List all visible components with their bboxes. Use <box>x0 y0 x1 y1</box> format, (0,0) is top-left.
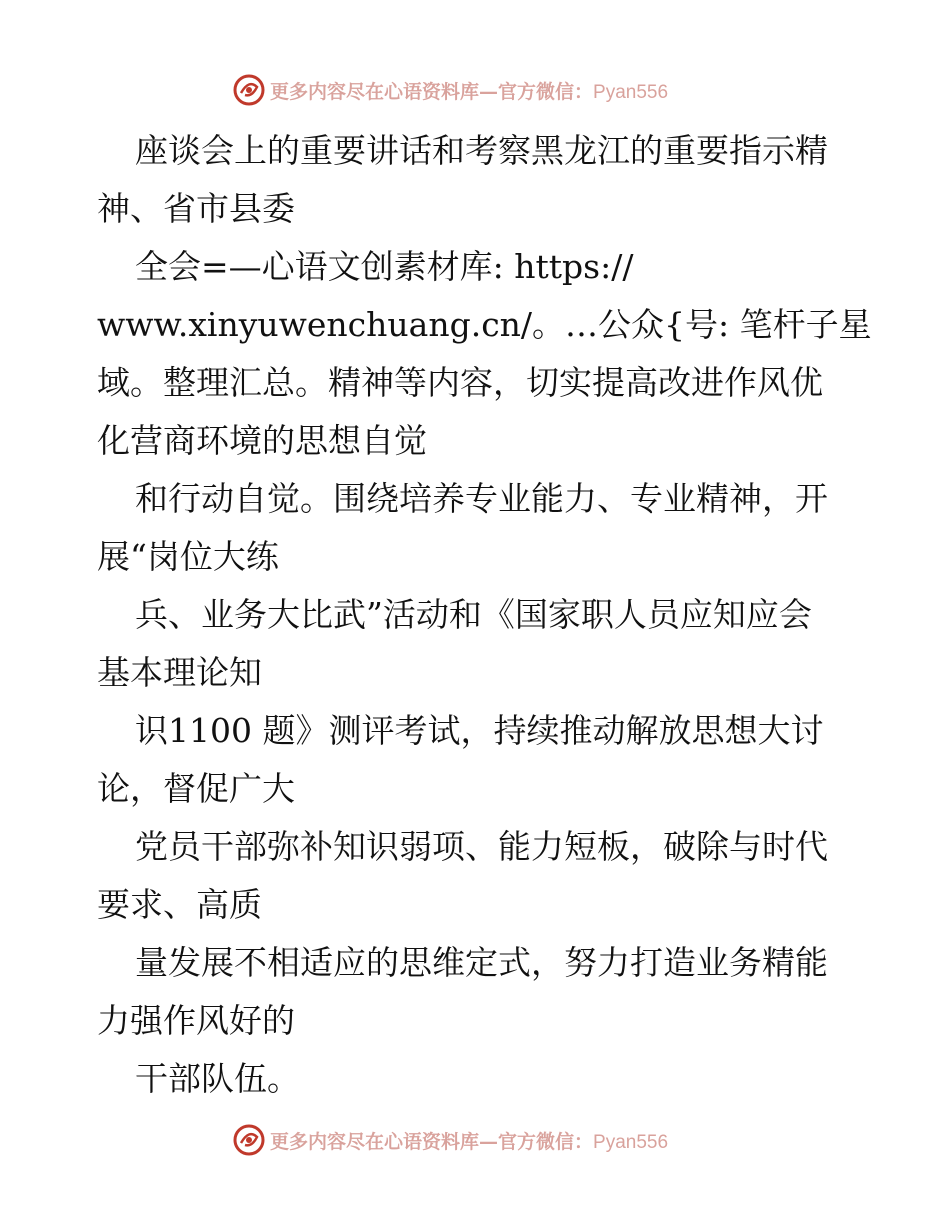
text-line: 化营商环境的思想自觉 <box>97 421 427 460</box>
footer-banner <box>232 1120 668 1160</box>
text-line: 神、省市县委 <box>97 189 295 228</box>
footer-banner-text: 更多内容尽在心语资料库—官方微信：Pyan556 <box>270 1130 669 1153</box>
swirl-logo-icon <box>232 73 266 107</box>
text-line: 力强作风好的 <box>97 1001 295 1040</box>
text-line: 干部队伍。 <box>135 1059 300 1098</box>
text-line: www.xinyuwenchuang.cn/。…公众{号: 笔杆子星 <box>97 305 872 344</box>
text-line: 座谈会上的重要讲话和考察黑龙江的重要指示精 <box>135 131 828 170</box>
text-line: 量发展不相适应的思维定式，努力打造业务精能 <box>135 943 828 982</box>
footer-banner-account: Pyan556 <box>593 1131 669 1153</box>
document-body <box>97 122 872 1108</box>
text-line: 展“岗位大练 <box>97 537 279 576</box>
text-line: 和行动自觉。围绕培养专业能力、专业精神，开 <box>135 479 828 518</box>
text-line: 党员干部弥补知识弱项、能力短板，破除与时代 <box>135 827 828 866</box>
text-line: 识1100 题》测评考试，持续推动解放思想大讨 <box>135 711 824 750</box>
header-banner-text: 更多内容尽在心语资料库—官方微信：Pyan556 <box>270 80 669 103</box>
header-banner <box>232 70 668 110</box>
swirl-logo-icon <box>232 1123 266 1157</box>
text-line: 论，督促广大 <box>97 769 295 808</box>
text-line: 兵、业务大比武”活动和《国家职人员应知应会 <box>135 595 812 634</box>
header-banner-account: Pyan556 <box>593 81 669 103</box>
text-line: 基本理论知 <box>97 653 262 692</box>
text-line: 要求、高质 <box>97 885 262 924</box>
text-line: 全会=—心语文创素材库: https:// <box>135 247 634 286</box>
text-line: 域。整理汇总。精神等内容，切实提高改进作风优 <box>97 363 823 402</box>
